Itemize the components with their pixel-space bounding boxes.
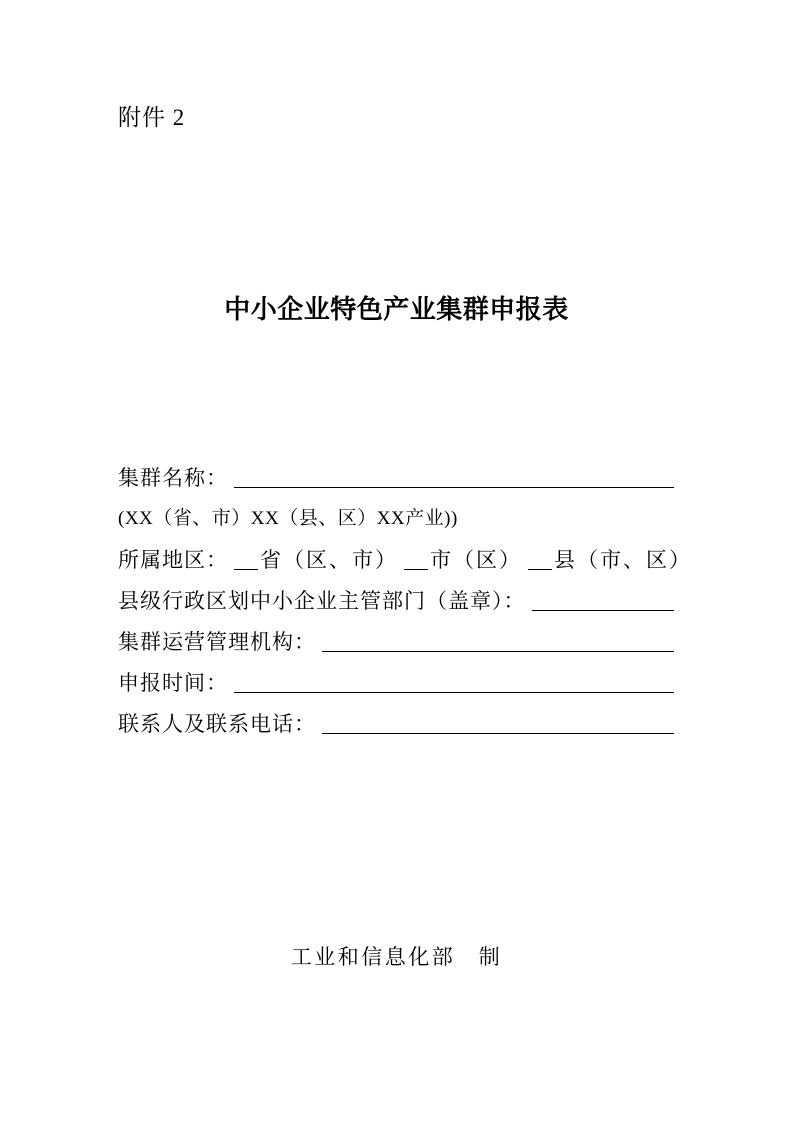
region-county-suffix: 县（市、区） [554,548,692,572]
cluster-name-blank[interactable] [234,468,674,488]
cluster-name-hint: (XX（省、市）XX（县、区）XX产业)) [118,508,458,529]
cluster-name-label: 集群名称： [118,466,228,490]
region-province-blank[interactable] [234,550,258,570]
issuer-line: 工业和信息化部 制 [290,945,503,969]
authority-label: 县级行政区划中小企业主管部门（盖章）： [118,589,526,613]
operator-row [118,628,674,656]
region-city-blank[interactable] [404,550,428,570]
region-province-suffix: 省（区、市） [260,548,398,572]
page-title: 中小企业特色产业集群申报表 [224,294,569,324]
operator-label: 集群运营管理机构： [118,630,316,654]
contact-blank[interactable] [322,714,674,734]
region-city-suffix: 市（区） [430,548,522,572]
region-county-blank[interactable] [528,550,552,570]
application-form [118,464,692,751]
report-date-row [118,669,674,697]
report-date-label: 申报时间： [118,671,228,695]
cluster-name-row [118,464,674,492]
attachment-label: 附件 2 [118,105,186,130]
region-label: 所属地区： [118,548,228,572]
region-row [118,546,692,574]
contact-label: 联系人及联系电话： [118,712,316,736]
authority-blank[interactable] [532,591,675,611]
report-date-blank[interactable] [234,673,674,693]
contact-row [118,710,674,738]
authority-row [118,587,674,615]
operator-blank[interactable] [322,632,674,652]
